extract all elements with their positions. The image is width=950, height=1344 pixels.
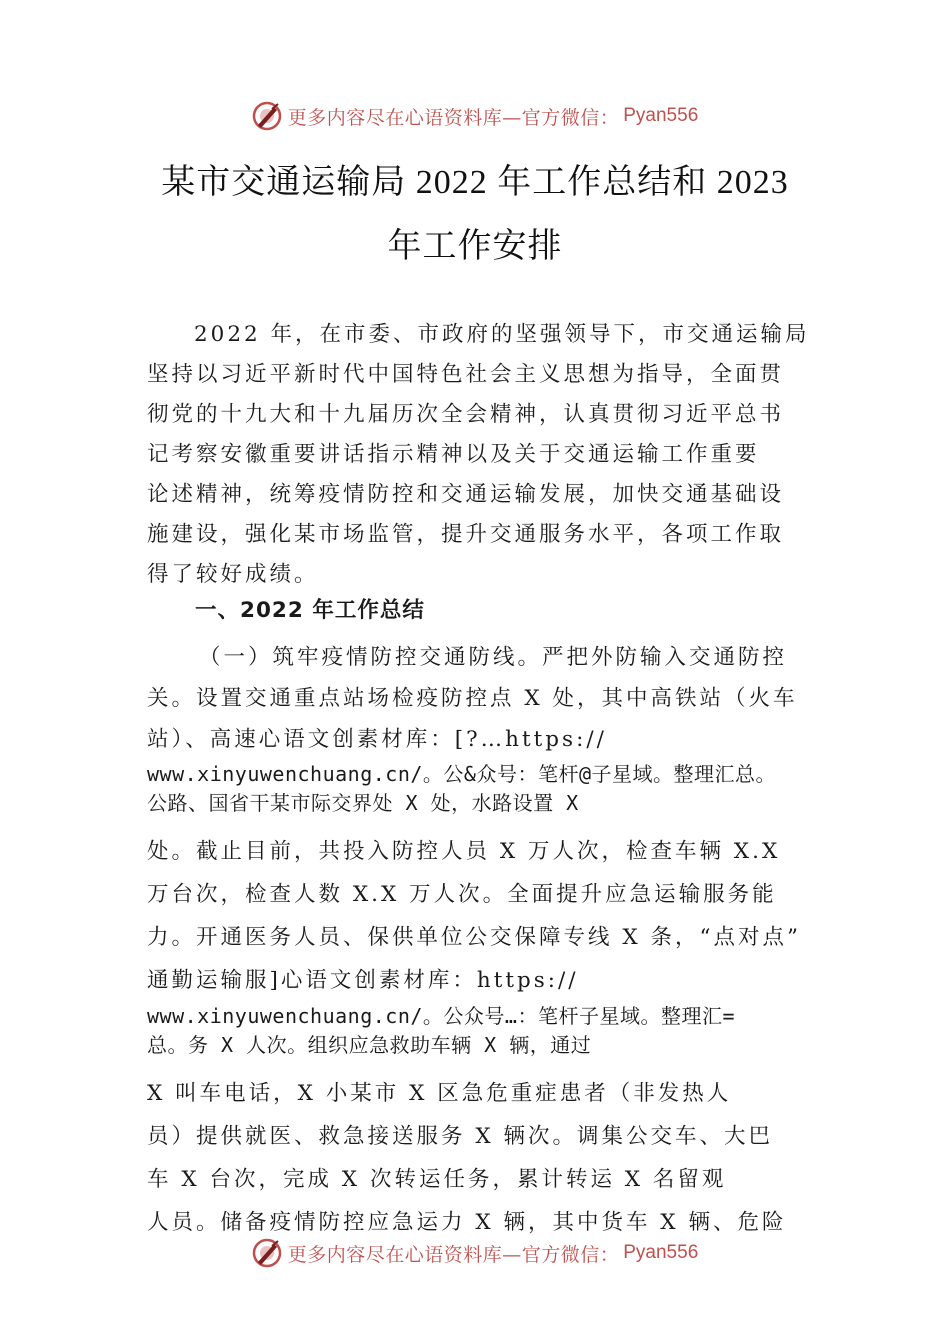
header-banner [0,96,950,136]
body-line: 力。开通医务人员、保供单位公交保障专线 X 条，“点对点” [147,925,801,950]
body-line: 通勤运输服]心语文创素材库：https:// [147,968,579,993]
banner-text: 更多内容尽在心语资料库—官方微信： [287,1243,620,1266]
body-paragraph [147,637,817,1244]
intro-line: 记考察安徽重要讲话指示精神以及关于交通运输工作重要 [147,442,760,467]
body-line: 公路、国省干某市际交界处 X 处，水路设置 X [147,791,579,815]
intro-line: 得了较好成绩。 [147,562,319,587]
intro-paragraph [147,315,817,595]
document-title-line2: 年工作安排 [387,228,563,265]
body-line: （一）筑牢疫情防控交通防线。严把外防输入交通防控 [199,645,788,670]
body-line: 车 X 台次，完成 X 次转运任务，累计转运 X 名留观 [147,1167,727,1192]
body-line: 站）、高速心语文创素材库：[?…https:// [147,727,607,752]
intro-line: 施建设，强化某市场监管，提升交通服务水平，各项工作取 [147,522,785,547]
body-line: 处。截止目前，共投入防控人员 X 万人次，检查车辆 X.X [147,839,781,864]
intro-line: 坚持以习近平新时代中国特色社会主义思想为指导，全面贯 [147,362,785,387]
body-line: www.xinyuwenchuang.cn/。公&众号：笔杆@子星域。整理汇总。 [147,762,776,786]
pen-seal-icon [252,101,282,131]
body-line: 总。务 X 人次。组织应急救助车辆 X 辆，通过 [147,1033,592,1057]
footer-banner [0,1233,950,1273]
document-title-line1: 某市交通运输局 2022 年工作总结和 2023 [161,164,789,201]
section-heading: 一、2022 年工作总结 [195,598,425,623]
intro-line: 2022 年，在市委、市政府的坚强领导下，市交通运输局 [194,322,810,347]
banner-wechat-id: Pyan556 [623,1242,699,1263]
body-line: 关。设置交通重点站场检疫防控点 X 处，其中高铁站（火车 [147,686,798,711]
intro-line: 彻党的十九大和十九届历次全会精神，认真贯彻习近平总书 [147,402,785,427]
pen-seal-icon [252,1238,282,1268]
body-line: X 叫车电话，X 小某市 X 区急危重症患者（非发热人 [147,1081,732,1106]
body-line: 人员。储备疫情防控应急运力 X 辆，其中货车 X 辆、危险 [147,1210,787,1235]
intro-line: 论述精神，统筹疫情防控和交通运输发展，加快交通基础设 [147,482,785,507]
banner-wechat-id: Pyan556 [623,105,699,126]
body-line: www.xinyuwenchuang.cn/。公众号…：笔杆子星域。整理汇= [147,1004,735,1028]
body-line: 万台次，检查人数 X.X 万人次。全面提升应急运输服务能 [147,882,777,907]
body-line: 员）提供就医、救急接送服务 X 辆次。调集公交车、大巴 [147,1124,773,1149]
banner-text: 更多内容尽在心语资料库—官方微信： [287,106,620,129]
